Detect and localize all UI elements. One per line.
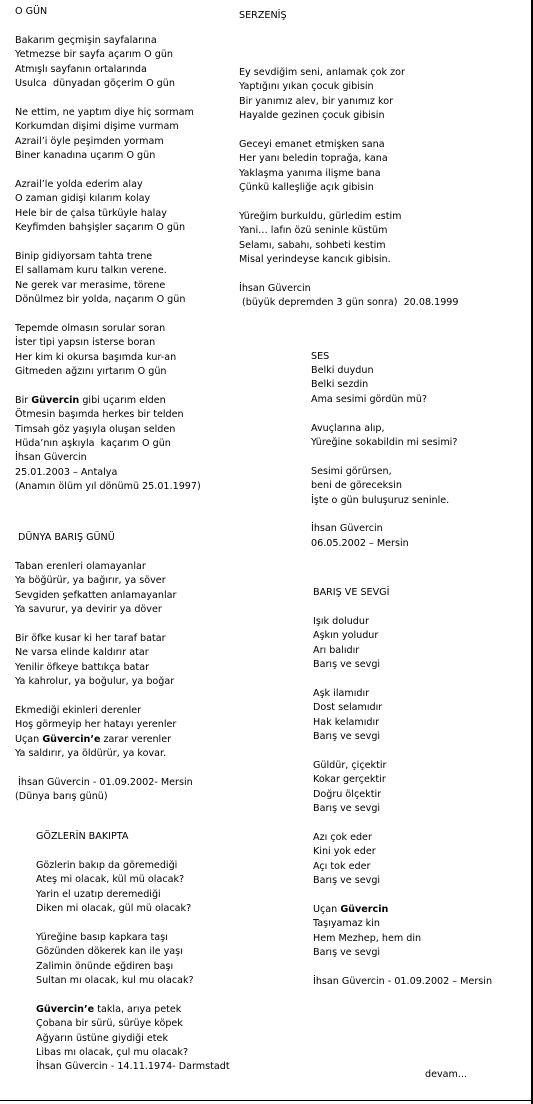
poem-line: Çünkü kalleşliğe açık gibisin [239, 182, 374, 194]
poem-line: Bakarım geçmişin sayfalarına [15, 35, 157, 46]
poem-line: Usulca dünyadan göçerim O gün [15, 78, 175, 90]
poem-dunya-baris-gunu [15, 560, 193, 805]
poem-line: Sultan mı olacak, kul mu olacak? [36, 975, 194, 987]
poem-line: Yüreğine sokabildin mi sesimi? [311, 436, 458, 448]
poem-line: Dönülmez bir yolda, naçarım O gün [15, 294, 186, 306]
poem-line: Yetmezse bir sayfa açarım O gün [15, 49, 173, 61]
poem-line: Uçan Güvercin [313, 903, 389, 915]
poem-line: Her kim ki okursa başımda kur-an [15, 351, 177, 363]
poem-line: Ne varsa elinde kaldırır atar [15, 647, 149, 659]
poem-line: Hoş görmeyip her hatayı yerenler [15, 719, 177, 731]
devam-text: devam... [425, 1069, 468, 1080]
poem-line: Taban erenleri olamayanlar [15, 561, 146, 572]
poem-line: Barış ve sevgi [313, 731, 381, 743]
poem-title-dunya-baris-gunu: DÜNYA BARIŞ GÜNÜ [18, 532, 115, 543]
poem-line: Ne ettim, ne yaptım diye hiç sormam [15, 106, 194, 118]
poem-line [15, 379, 201, 393]
poem-line: Zalimin önünde eğdiren başı [36, 960, 174, 972]
poem-line: (Anamın ölüm yıl dönümü 25.01.1997) [15, 481, 201, 493]
poem-line: Ya savurur, ya devirir ya döver [15, 604, 162, 616]
poem-line: Belki duydun [311, 365, 374, 376]
poem-line: Belki sezdin [311, 379, 369, 391]
poem-line [311, 450, 457, 464]
poem-ses [311, 364, 457, 551]
poem-line: Hele bir de çalsa türküyle halay [15, 207, 167, 219]
poem-line: Gözünden dökerek kan ile yaşı [36, 946, 183, 958]
poem-line: Kokar gerçektir [313, 774, 386, 786]
poem-line: İşte o gün buluşuruz seninle. [311, 494, 450, 506]
poem-line: Dost selamıdır [313, 702, 383, 714]
poem-title-baris-ve-sevgi: BARIŞ VE SEVGİ [313, 587, 390, 598]
poem-line: Ağyarın üstüne giydiği etek [36, 1032, 169, 1044]
poem-serzenis [239, 66, 459, 311]
poem-line: Barış ve sevgi [313, 659, 381, 671]
poem-line: El sallamam kuru talkın verene. [15, 265, 167, 277]
poem-line: Libas mı olacak, çul mu olacak? [36, 1047, 189, 1059]
bottom-rule [0, 1100, 533, 1101]
poem-line: Sevgiden şefkatten anlamayanlar [15, 589, 177, 601]
poem-line: İhsan Güvercin [239, 282, 311, 294]
poem-line: Yarin el uzatıp deremediği [36, 888, 161, 900]
poem-line [313, 888, 492, 902]
poem-line [15, 92, 201, 106]
poem-line: Avuçlarına alıp, [311, 422, 385, 434]
poem-line: Yaptığını yıkan çocuk gibisin [239, 81, 374, 93]
poem-line: Yüreğim burkuldu, gürledim estim [239, 210, 402, 222]
poem-line: Diken mi olacak, gül mü olacak? [36, 903, 192, 915]
poem-line: Arı balıdır [313, 644, 360, 656]
poem-title-o-gun: O GÜN [15, 6, 48, 17]
poem-line: Azrail’le yolda ederim alay [15, 178, 143, 190]
poem-line [239, 196, 459, 210]
poem-line [313, 745, 492, 759]
poem-line [311, 508, 457, 522]
poem-line: Bir Güvercin gibi uçarım elden [15, 394, 166, 406]
poem-line: Yani… lafın özü seninle küstüm [239, 225, 388, 237]
poem-o-gun [15, 34, 201, 495]
poem-line: Barış ve sevgi [313, 803, 381, 815]
poem-line: İhsan Güvercin - 01.09.2002- Mersin [15, 776, 193, 788]
poem-line [15, 761, 193, 775]
poem-line: Açı tok eder [313, 860, 371, 872]
poem-line: Taşıyamaz kin [313, 918, 380, 930]
poem-line: Hem Mezhep, hem din [313, 932, 422, 944]
poem-line [313, 960, 492, 974]
poem-line: Uçan Güvercin’e zarar verenler [15, 733, 172, 745]
poem-line: Çobana bir sürü, sürüye köpek [36, 1018, 183, 1030]
poem-line: Ya kahrolur, ya boğulur, ya boğar [15, 676, 175, 688]
poem-line: Ekmediği ekinleri derenler [15, 704, 142, 716]
poem-line [15, 618, 193, 632]
poem-line: Ötmesin başımda herkes bir telden [15, 409, 184, 421]
poem-line: Atmışlı sayfanın ortalarında [15, 63, 147, 75]
poem-line: Aşkın yoludur [313, 630, 379, 642]
poem-line: Selamı, sabahı, sohbeti kestim [239, 239, 386, 251]
poem-line: Tepemde olmasın sorular soran [15, 322, 166, 334]
poem-line: İster tipi yapsın isterse boran [15, 337, 156, 349]
poem-line: Azı çok eder [313, 831, 372, 843]
poem-line [15, 690, 193, 704]
poem-line [15, 164, 201, 178]
poem-line: beni de göreceksin [311, 480, 402, 492]
poem-line: Aşk ilamıdır [313, 687, 370, 699]
poem-line: Hayalde gezinen çocuk gibisin [239, 110, 385, 122]
poem-line: O zaman gidişi kılarım kolay [15, 193, 151, 205]
poem-line: Timsah göz yaşıyla oluşan selden [15, 423, 176, 435]
poem-baris-ve-sevgi [313, 615, 492, 989]
poem-line [15, 235, 201, 249]
poem-title-ses: SES [311, 351, 330, 362]
poem-line: (büyük depremden 3 gün sonra) 20.08.1999 [239, 297, 459, 309]
poem-line: Sesimi görürsen, [311, 465, 392, 477]
poem-line: Gözlerin bakıp da göremediği [36, 860, 178, 871]
poem-line [36, 917, 230, 931]
poem-line [239, 124, 459, 138]
poem-title-gozlerin-bakipta: GÖZLERİN BAKIPTA [36, 831, 129, 842]
poem-line: Güldür, çiçektir [313, 759, 387, 771]
poem-line: İhsan Güvercin - 01.09.2002 – Mersin [313, 975, 493, 987]
poem-line: Ya böğürür, ya bağırır, ya söver [15, 575, 166, 587]
poem-line [15, 307, 201, 321]
poem-line: Keyfimden bahşişler saçarım O gün [15, 222, 186, 234]
poem-line: Hüda’nın aşkıyla kaçarım O gün [15, 437, 171, 449]
poem-line: Hak kelamıdır [313, 716, 380, 728]
poem-line: Azrail’i öyle peşimden yormam [15, 135, 164, 147]
poem-line: Yüreğine basıp kapkara taşı [36, 931, 168, 943]
poem-line: İhsan Güvercin [15, 452, 87, 464]
poem-line: (Dünya barış günü) [15, 791, 108, 803]
poem-line: Işık doludur [313, 616, 369, 627]
poem-gozlerin-bakipta [36, 859, 230, 1075]
poem-line: Biner kanadına uçarım O gün [15, 150, 156, 162]
poem-line: Doğru ölçektir [313, 788, 382, 800]
poem-line: Barış ve sevgi [313, 875, 381, 887]
poem-line: Ya saldırır, ya öldürür, ya kovar. [15, 748, 167, 760]
poem-line [36, 989, 230, 1003]
poem-line: Misal yerindeyse kancık gibisin. [239, 254, 391, 266]
poem-line: Ne gerek var merasime, törene [15, 279, 166, 291]
poem-line: Bir yanımız alev, bir yanımız kor [239, 95, 394, 107]
poem-line: 06.05.2002 – Mersin [311, 537, 409, 549]
poem-line [313, 816, 492, 830]
poem-line [239, 267, 459, 281]
poem-line: Kini yok eder [313, 846, 376, 858]
poem-line: Yaklaşma yanıma ilişme bana [239, 167, 381, 179]
poem-line [313, 673, 492, 687]
poem-line: Barış ve sevgi [313, 946, 381, 958]
poem-title-serzenis: SERZENİŞ [239, 10, 287, 21]
poem-line: Korkumdan dişimi dişime vurmam [15, 121, 179, 133]
poem-line: Binip gidiyorsam tahta trene [15, 250, 153, 262]
poem-line: Ateş mi olacak, kül mü olacak? [36, 874, 185, 886]
poem-line: Geceyi emanet etmişken sana [239, 138, 385, 150]
poem-line [311, 407, 457, 421]
poem-line: Her yanı beledin toprağa, kana [239, 153, 388, 165]
poem-line: 25.01.2003 – Antalya [15, 466, 118, 478]
poem-line: Bir öfke kusar ki her taraf batar [15, 632, 166, 644]
poem-line: Gitmeden ağzını yırtarım O gün [15, 365, 167, 377]
poem-line: İhsan Güvercin - 14.11.1974- Darmstadt [36, 1061, 230, 1073]
poem-line: İhsan Güvercin [311, 523, 383, 535]
poem-line: Yenilir öfkeye battıkça batar [15, 661, 150, 673]
poem-line: Ama sesimi gördün mü? [311, 393, 428, 405]
poem-line: Güvercin’e takla, arıya petek [36, 1003, 182, 1015]
poem-line: Ey sevdiğim seni, anlamak çok zor [239, 67, 405, 78]
